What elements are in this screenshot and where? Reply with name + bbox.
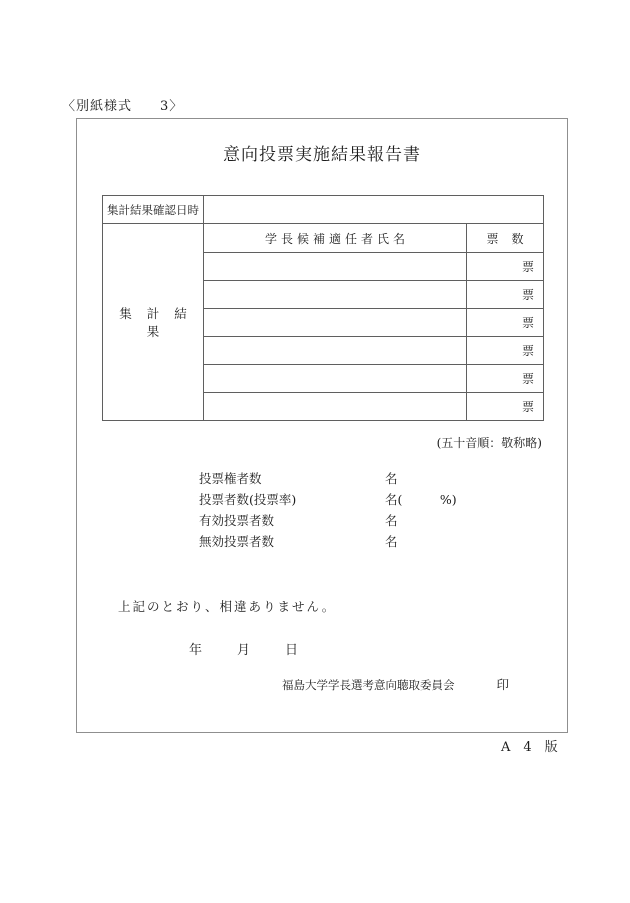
confirm-datetime-row bbox=[103, 196, 544, 224]
stat-label: 有効投票者数 bbox=[199, 513, 275, 528]
candidate-name-cell bbox=[204, 281, 467, 309]
results-table bbox=[102, 195, 544, 421]
attestation-statement: 上記のとおり、相違ありません。 bbox=[118, 599, 337, 614]
paper-size-label: A 4 版 bbox=[501, 740, 558, 755]
day-label: 日 bbox=[285, 643, 299, 658]
candidate-name-header: 学長候補適任者氏名 bbox=[204, 224, 467, 253]
stat-row-valid-votes bbox=[199, 513, 457, 528]
stat-label: 投票者数(投票率) bbox=[199, 492, 297, 507]
votes-header: 票数 bbox=[467, 224, 544, 253]
stats-block bbox=[199, 471, 457, 555]
votes-cell: 票 bbox=[467, 309, 544, 337]
form-frame bbox=[76, 118, 568, 733]
stat-row-invalid-votes bbox=[199, 534, 457, 549]
committee-line bbox=[282, 675, 509, 693]
stat-unit: 名 bbox=[385, 534, 398, 549]
form-title: 意向投票実施結果報告書 bbox=[223, 145, 421, 165]
confirm-datetime-label: 集計結果確認日時 bbox=[103, 196, 204, 224]
stat-label: 無効投票者数 bbox=[199, 534, 275, 549]
month-label: 月 bbox=[237, 643, 251, 658]
seal-label: 印 bbox=[496, 677, 510, 692]
order-note: (五十音順：敬称略) bbox=[436, 436, 542, 450]
votes-cell: 票 bbox=[467, 337, 544, 365]
votes-cell: 票 bbox=[467, 393, 544, 421]
candidate-name-cell bbox=[204, 337, 467, 365]
attachment-form-label: 〈別紙様式 3〉 bbox=[62, 99, 184, 114]
date-line bbox=[189, 639, 298, 658]
candidate-name-cell bbox=[204, 309, 467, 337]
confirm-datetime-value bbox=[204, 196, 544, 224]
stat-unit: 名 bbox=[385, 513, 398, 528]
stat-unit: 名( %) bbox=[385, 492, 457, 507]
stat-unit: 名 bbox=[385, 471, 398, 486]
votes-cell: 票 bbox=[467, 365, 544, 393]
committee-name: 福島大学学長選考意向聴取委員会 bbox=[282, 678, 455, 692]
votes-cell: 票 bbox=[467, 253, 544, 281]
candidate-name-cell bbox=[204, 393, 467, 421]
candidate-name-cell bbox=[204, 365, 467, 393]
stat-label: 投票権者数 bbox=[199, 471, 262, 486]
section-label: 集計結果 bbox=[103, 224, 204, 421]
votes-cell: 票 bbox=[467, 281, 544, 309]
stat-row-voters bbox=[199, 492, 457, 507]
candidate-name-cell bbox=[204, 253, 467, 281]
table-header-row bbox=[103, 224, 544, 253]
stat-row-eligible-voters bbox=[199, 471, 457, 486]
year-label: 年 bbox=[189, 643, 203, 658]
